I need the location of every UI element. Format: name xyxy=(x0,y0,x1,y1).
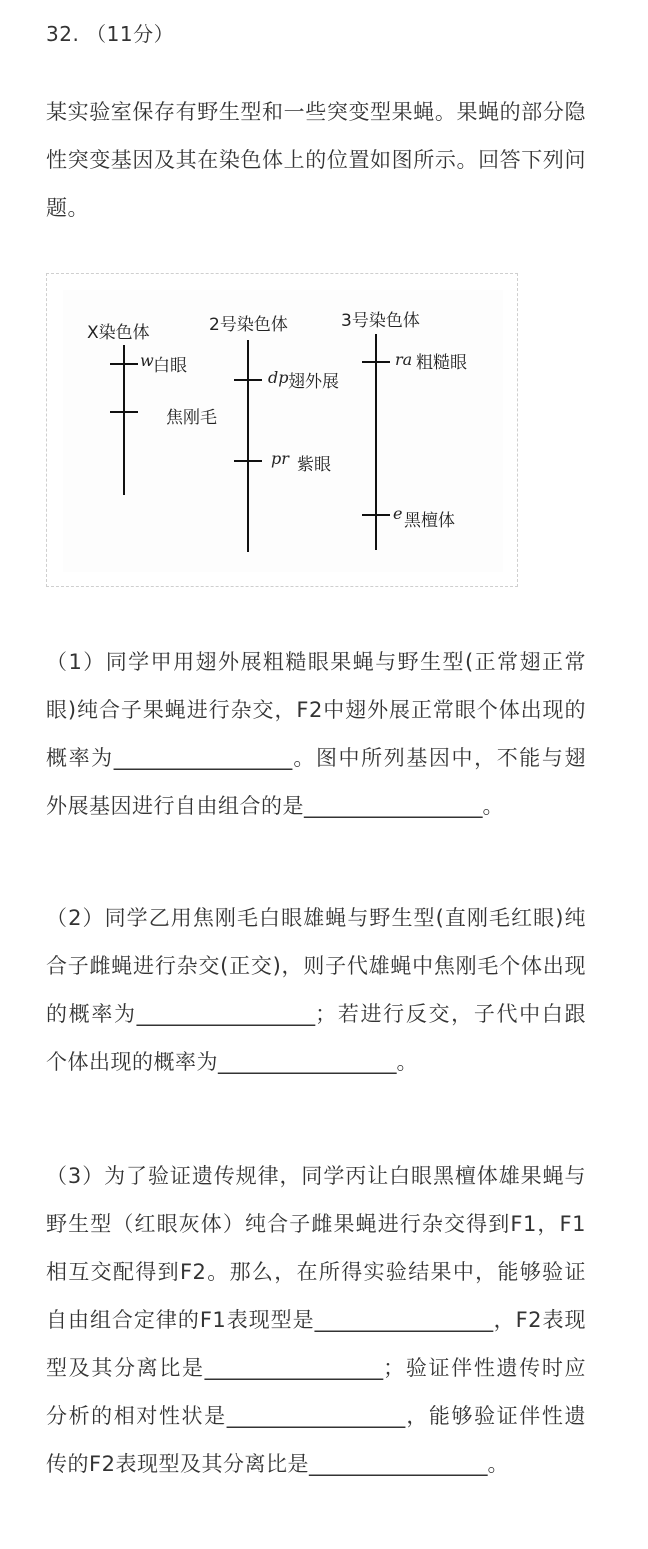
chr2-gene-1-trait: 翅外展 xyxy=(288,372,339,392)
answer-blank-3[interactable]: _________________ xyxy=(136,1002,316,1026)
question-part-3 xyxy=(46,1152,586,1488)
part1-text-c: 。 xyxy=(482,794,504,818)
part3-text-e: 。 xyxy=(487,1452,509,1476)
chr2-label: 2号染色体 xyxy=(209,315,288,335)
part1-text-a: （1）同学甲用翅外展粗糙眼果蝇与野生型(正常翅正常眼)纯合子果蝇进行杂交，F2中翅外展正常眼个体出现的概率为 xyxy=(46,650,586,770)
question-part-1 xyxy=(46,638,586,830)
part3-text-a: （3）为了验证遗传规律，同学丙让白眼黑檀体雄果蝇与野生型（红眼灰体）纯合子雌果蝇进行杂交得到F1，F1相互交配得到F2。那么，在所得实验结果中，能够验证自由组合定律的F1表现型是 xyxy=(46,1164,586,1332)
x-gene-tick-1 xyxy=(110,363,138,365)
x-gene-1-trait: 白眼 xyxy=(153,356,187,376)
part2-text-b: ；若进行反交，子代中白跟个体出现的概率为 xyxy=(46,1002,587,1074)
chr2-gene-1-symbol: dp xyxy=(268,368,289,387)
chr3-gene-2-symbol: e xyxy=(393,504,403,523)
chr2-gene-tick-1 xyxy=(234,379,262,381)
x-chromosome-label: X染色体 xyxy=(87,323,150,343)
part1-text-b: 。图中所列基因中，不能与翅外展基因进行自由组合的是 xyxy=(46,746,586,818)
chr3-gene-1-trait: 粗糙眼 xyxy=(416,353,467,373)
answer-blank-6[interactable]: _________________ xyxy=(204,1356,384,1380)
figure-canvas xyxy=(63,290,503,572)
part3-text-d: ，能够验证伴性遗传的F2表现型及其分离比是 xyxy=(46,1404,586,1476)
answer-blank-1[interactable]: _________________ xyxy=(113,746,293,770)
x-chromosome-line xyxy=(123,345,125,495)
answer-blank-5[interactable]: _________________ xyxy=(314,1308,494,1332)
x-gene-1-symbol: w xyxy=(140,351,154,370)
chr3-gene-tick-2 xyxy=(362,514,390,516)
question-header xyxy=(46,18,174,50)
chr3-gene-2-trait: 黑檀体 xyxy=(404,511,455,531)
question-intro: 某实验室保存有野生型和一些突变型果蝇。果蝇的部分隐性突变基因及其在染色体上的位置如图所示。回答下列问题。 xyxy=(46,100,586,220)
answer-blank-7[interactable]: _________________ xyxy=(226,1404,406,1428)
x-gene-tick-2 xyxy=(110,411,138,413)
answer-blank-4[interactable]: _________________ xyxy=(218,1050,397,1074)
part2-text-a: （2）同学乙用焦刚毛白眼雄蝇与野生型(直刚毛红眼)纯合子雌蝇进行杂交(正交)，则子代雄蝇中焦刚毛个体出现的概率为 xyxy=(46,906,586,1026)
part3-text-c: ；验证伴性遗传时应分析的相对性状是 xyxy=(46,1356,587,1428)
part3-text-b: ，F2表现型及其分离比是 xyxy=(46,1308,586,1380)
chr3-label: 3号染色体 xyxy=(341,311,420,331)
chr2-gene-2-symbol: pr xyxy=(271,449,289,468)
answer-blank-8[interactable]: _________________ xyxy=(308,1452,488,1476)
chr2-line xyxy=(247,340,249,552)
question-number: 32. xyxy=(46,22,80,46)
chr3-gene-1-symbol: ra xyxy=(395,350,413,369)
chr3-line xyxy=(375,334,377,550)
part2-text-c: 。 xyxy=(396,1050,418,1074)
chromosome-figure xyxy=(46,273,518,587)
question-score: （11分） xyxy=(86,22,175,46)
x-gene-2-trait: 焦刚毛 xyxy=(166,408,217,428)
chr3-gene-tick-1 xyxy=(362,361,390,363)
answer-blank-2[interactable]: _________________ xyxy=(304,794,483,818)
chr2-gene-tick-2 xyxy=(234,460,262,462)
chr2-gene-2-trait: 紫眼 xyxy=(297,455,331,475)
question-part-2 xyxy=(46,894,586,1086)
